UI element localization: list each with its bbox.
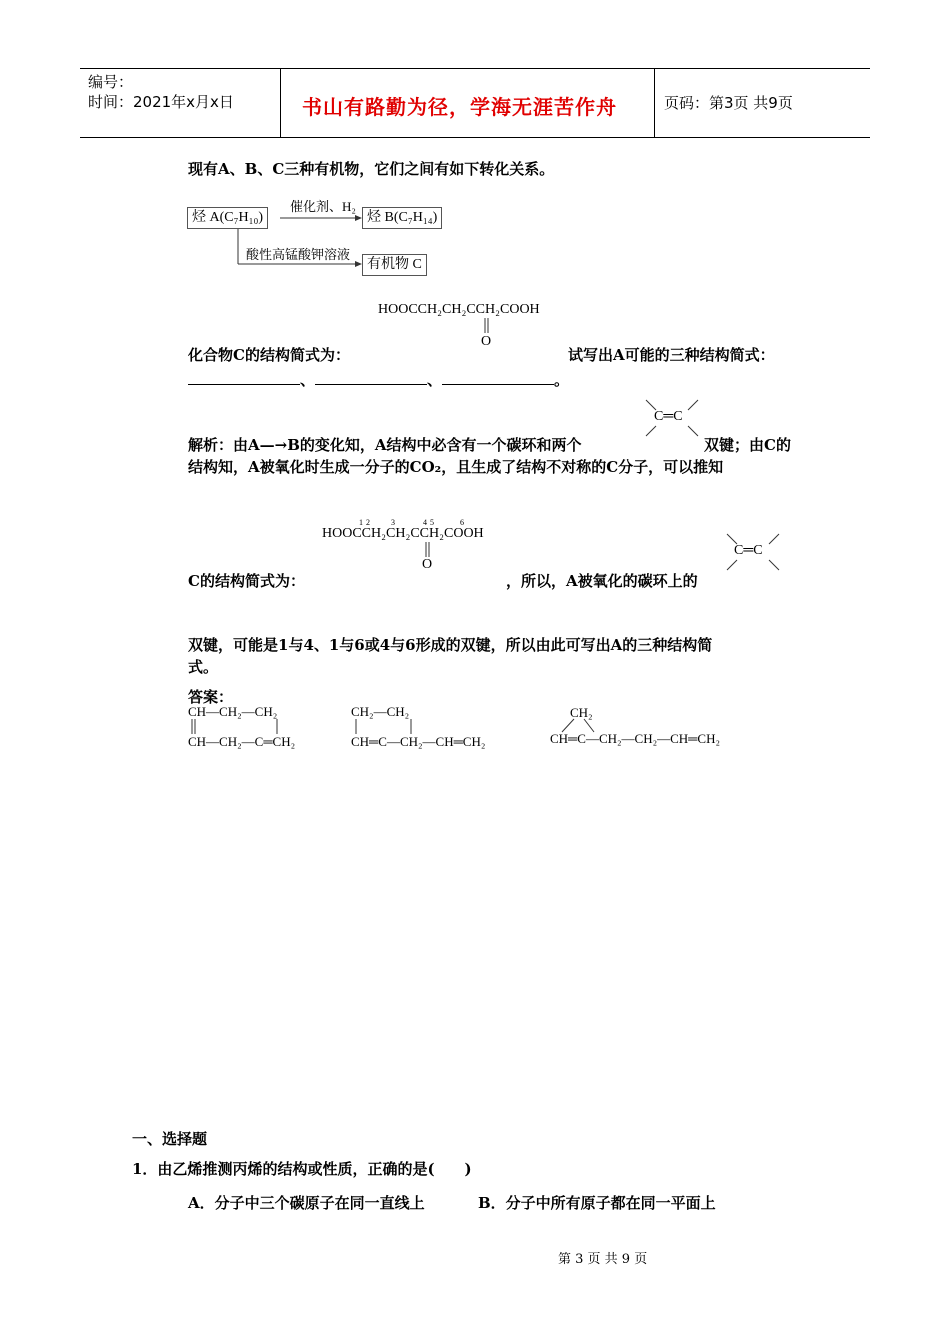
- analysis-line2: 结构知，A被氧化时生成一分子的CO₂，且生成了结构不对称的C分子，可以推知: [188, 458, 724, 476]
- arrow2-label: 酸性高锰酸钾溶液: [246, 247, 351, 262]
- blank-1: [188, 368, 300, 385]
- page-label: 页码：第3页 共9页: [664, 94, 793, 112]
- header-divider: [280, 69, 281, 137]
- answer-label: 答案：: [188, 688, 234, 706]
- analysis-line1-b: 双键；由C的: [704, 436, 791, 454]
- carbonyl-double-bond: [482, 318, 492, 334]
- header-divider: [654, 69, 655, 137]
- question-part2: 试写出A可能的三种结构简式：: [568, 346, 775, 364]
- section-title: 一、选择题: [132, 1130, 208, 1148]
- header-motto: 书山有路勤为径，学海无涯苦作舟: [302, 95, 617, 119]
- formula-c-oxygen: O: [481, 334, 492, 349]
- intro-text: 现有A、B、C三种有机物，它们之间有如下转化关系。: [188, 160, 555, 178]
- structure3-bonds: [550, 716, 610, 734]
- page-header: [80, 68, 870, 138]
- carbonyl-double-bond-2: [423, 542, 433, 558]
- structure2-bottom: CH═C—CH₂—CH═CH₂: [351, 734, 486, 749]
- question-part1: 化合物C的结构简式为：: [188, 346, 350, 364]
- box-hydrocarbon-a: 烃 A(C₇H₁₀): [187, 207, 268, 229]
- numbered-formula-oxygen: O: [422, 557, 433, 572]
- arrow1-label: 催化剂、H₂: [290, 199, 356, 214]
- structure1-bottom: CH—CH₂—C═CH₂: [188, 734, 296, 749]
- formula-c: HOOCCH₂CH₂CCH₂COOH: [378, 302, 540, 317]
- answer-blanks: 、 、 。: [188, 368, 569, 391]
- structure3-top: CH₂: [570, 705, 593, 720]
- number-label: 编号：: [88, 73, 134, 91]
- option-a: A．分子中三个碳原子在同一直线上: [188, 1194, 425, 1212]
- carbon-numbers: 1 2 3 4 5 6: [359, 518, 464, 527]
- question-1: 1．由乙烯推测丙烯的结构或性质，正确的是( ): [132, 1160, 472, 1178]
- page-footer: 第 3 页 共 9 页: [558, 1252, 648, 1267]
- analysis-line1-a: 解析：由A—→B的变化知，A结构中必含有一个碳环和两个: [188, 436, 582, 454]
- numbered-formula-c: HOOCCH₂CH₂CCH₂COOH: [322, 526, 484, 541]
- analysis-line4: 双键，可能是1与4、1与6或4与6形成的双键，所以由此可写出A的三种结构简: [188, 636, 713, 654]
- analysis-line3-b: ，所以，A被氧化的碳环上的: [506, 572, 698, 590]
- structure1-top: CH—CH₂—CH₂: [188, 704, 278, 719]
- structure2-top: CH₂—CH₂: [351, 704, 410, 719]
- structure3-bottom: CH═C—CH₂—CH₂—CH═CH₂: [550, 731, 720, 746]
- structure1-bonds: [188, 718, 298, 736]
- option-b: B．分子中所有原子都在同一平面上: [478, 1194, 716, 1212]
- blank-3: [442, 368, 554, 385]
- analysis-line3-a: C的结构简式为：: [188, 572, 305, 590]
- structure2-bonds: [351, 718, 431, 736]
- box-organic-c: 有机物 C: [362, 254, 427, 276]
- box-hydrocarbon-b: 烃 B(C₇H₁₄): [362, 207, 442, 229]
- analysis-line5: 式。: [188, 658, 219, 676]
- cc-label-1: C═C: [654, 409, 683, 424]
- blank-2: [315, 368, 427, 385]
- cc-label-2: C═C: [734, 543, 763, 558]
- scheme-arrows: [180, 200, 380, 280]
- time-label: 时间：2021年x月x日: [88, 93, 234, 111]
